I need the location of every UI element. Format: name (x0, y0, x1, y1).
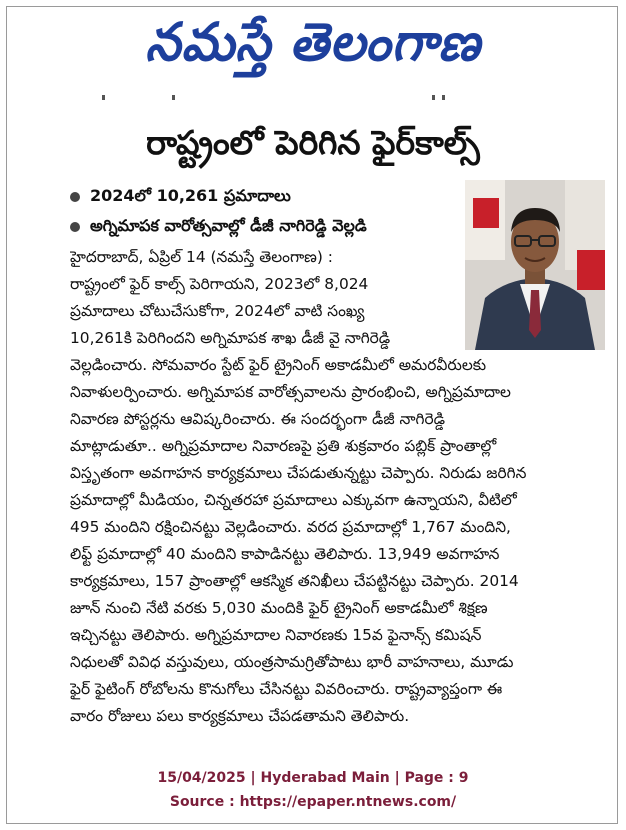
article-line: కార్యక్రమాలు, 157 ప్రాంతాల్లో ఆకస్మిక తనిఖీలు చేపట్టినట్టు చెప్పారు. 2014 (70, 572, 519, 590)
bullet-icon (70, 222, 80, 232)
subheadline-bullets (70, 182, 462, 242)
article-line: వెల్లడించారు. సోమవారం స్టేట్ ఫైర్ ట్రైనింగ్ అకాడమీలో అమరవీరులకు (70, 356, 487, 374)
article-line: 495 మందిని రక్షించినట్టు వెల్లడించారు. వరద ప్రమాదాల్లో 1,767 మందిని, (70, 518, 511, 536)
article-line: ఇచ్చినట్టు తెలిపారు. అగ్నిప్రమాదాల నివారణకు 15వ ఫైనాన్స్ కమిషన్ (70, 626, 482, 644)
article-line: జూన్ నుంచి నేటి వరకు 5,030 మందికి ఫైర్ ట్రైనింగ్ అకాడమీలో శిక్షణ (70, 599, 488, 617)
subheadline-bullet (70, 212, 462, 242)
article-line: విస్తృతంగా అవగాహన కార్యక్రమాలు చేపడుతున్నట్టు చెప్పారు. నిరుడు జరిగిన (70, 464, 527, 482)
article-line: ఫైర్ ఫైటింగ్ రోబోలను కొనుగోలు చేసినట్టు వివరించారు. రాష్ట్రవ్యాప్తంగా ఈ (70, 680, 503, 698)
bullet-text: అగ్నిమాపక వారోత్సవాల్లో డీజీ నాగిరెడ్డి వెల్లడి (90, 215, 367, 235)
article-line: రాష్ట్రంలో ఫైర్ కాల్స్ పెరిగాయని, 2023లో 8,024 (70, 275, 369, 293)
article-line: నిధులతో వివిధ వస్తువులు, యంత్రసామగ్రితోపాటు భారీ వాహనాలు, మూడు (70, 653, 514, 671)
article-line: నివారణ పోస్టర్లను ఆవిష్కరించారు. ఈ సందర్భంగా డీజీ నాగిరెడ్డి (70, 410, 445, 428)
bullet-icon (70, 192, 80, 202)
article-line: ప్రమాదాలు చోటుచేసుకోగా, 2024లో వాటి సంఖ్య (70, 302, 365, 320)
newspaper-masthead: నమస్తే తెలంగాణ (145, 11, 481, 73)
article-line: 10,261కి పెరిగిందని అగ్నిమాపక శాఖ డీజీ వై నాగిరెడ్డి (70, 329, 391, 347)
article-line: మాట్లాడుతూ.. అగ్నిప్రమాదాల నివారణపై ప్రతి శుక్రవారం పబ్లిక్ ప్రాంతాల్లో (70, 437, 497, 455)
masthead-divider (92, 95, 552, 101)
article-line: నివాళులర్పించారు. అగ్నిమాపక వారోత్సవాలను ప్రారంభించి, అగ్నిప్రమాదాల (70, 383, 511, 401)
subheadline-bullet (70, 182, 462, 212)
bullet-text: 2024లో 10,261 ప్రమాదాలు (90, 185, 291, 205)
article-body (70, 244, 610, 730)
edition-info: 15/04/2025 | Hyderabad Main | Page : 9 (157, 770, 469, 786)
article-line: వారం రోజులు పలు కార్యక్రమాలు చేపడతామని తెలిపారు. (70, 707, 410, 725)
article-line: హైదరాబాద్, ఏప్రిల్ 14 (నమస్తే తెలంగాణ) : (70, 248, 333, 266)
article-line: లిఫ్ట్ ప్రమాదాల్లో 40 మందిని కాపాడినట్టు తెలిపారు. 13,949 అవగాహన (70, 545, 500, 563)
source-link[interactable]: Source : https://epaper.ntnews.com/ (169, 794, 457, 810)
article-headline: రాష్ట్రంలో పెరిగిన ఫైర్‌కాల్స్ (146, 123, 480, 162)
article-line: ప్రమాదాల్లో మీడియం, చిన్నతరహా ప్రమాదాలు ఎక్కువగా ఉన్నాయని, వీటిలో (70, 491, 517, 509)
